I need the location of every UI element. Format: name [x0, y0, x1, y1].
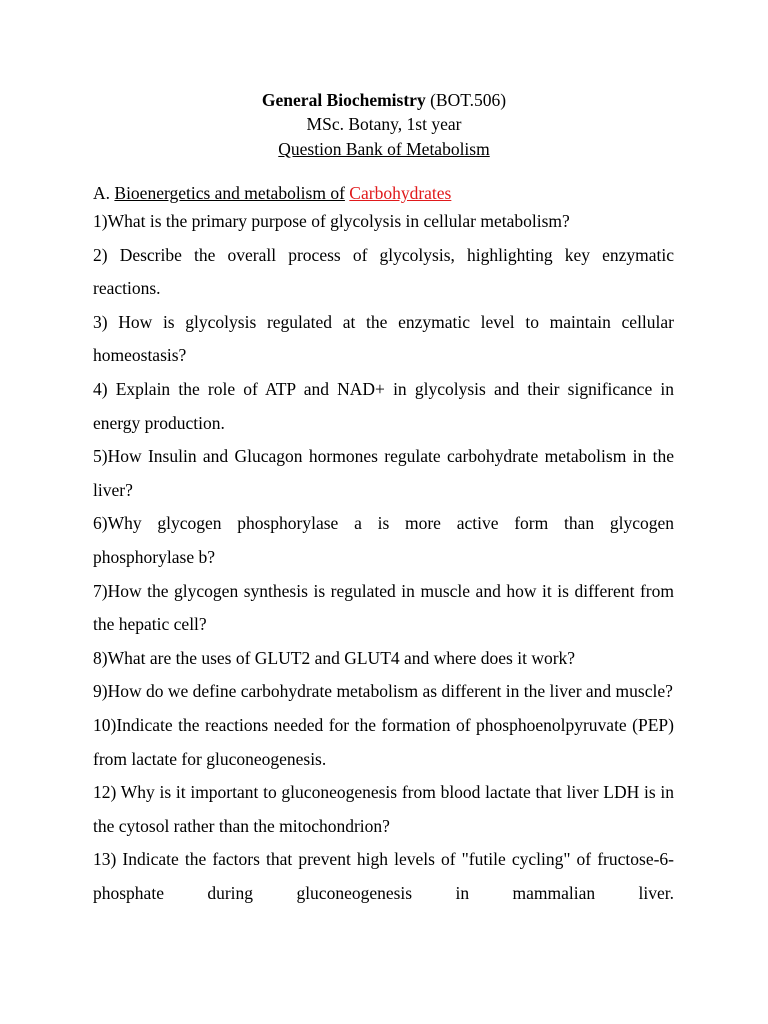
question-item: 2) Describe the overall process of glycolysis, highlighting key enzymatic reactions.	[93, 244, 674, 299]
section-heading	[93, 181, 451, 205]
question-item: 1)What is the primary purpose of glycolysis in cellular metabolism?	[93, 211, 570, 231]
question-item: 7)How the glycogen synthesis is regulated in muscle and how it is different from the hepatic cell?	[93, 580, 674, 635]
course-title-line	[0, 89, 768, 111]
question-list	[93, 205, 674, 910]
question-item: 3) How is glycolysis regulated at the enzymatic level to maintain cellular homeostasis?	[93, 311, 674, 366]
question-item: 6)Why glycogen phosphorylase a is more active form than glycogen phosphorylase b?	[93, 513, 674, 567]
question-item: 12) Why is it important to gluconeogenesis from blood lactate that liver LDH is in the cytosol rather than the mitochondrion?	[93, 782, 674, 836]
course-title: General Biochemistry	[261, 90, 426, 110]
question-item: 9)How do we define carbohydrate metabolism as different in the liver and muscle?	[93, 681, 673, 702]
section-prefix: A.	[93, 183, 111, 203]
question-item: 8)What are the uses of GLUT2 and GLUT4 and where does it work?	[93, 647, 576, 668]
course-code: (BOT.506)	[430, 90, 507, 110]
question-item: 10)Indicate the reactions needed for the formation of phosphoenolpyruvate (PEP) from lactate for gluconeogenesis.	[93, 714, 674, 769]
section-highlight: Carbohydrates	[349, 183, 452, 203]
question-item: 13) Indicate the factors that prevent high levels of "futile cycling" of fructose-6-phosphate during gluconeogenesis in mammalian liver.	[93, 849, 674, 903]
question-bank-title: Question Bank of Metabolism	[278, 139, 490, 159]
question-item: 4) Explain the role of ATP and NAD+ in glycolysis and their significance in energy production.	[93, 378, 674, 433]
question-item: 5)How Insulin and Glucagon hormones regulate carbohydrate metabolism in the liver?	[93, 446, 674, 500]
program-line: MSc. Botany, 1st year	[306, 114, 462, 134]
section-title: Bioenergetics and metabolism of	[114, 183, 345, 203]
